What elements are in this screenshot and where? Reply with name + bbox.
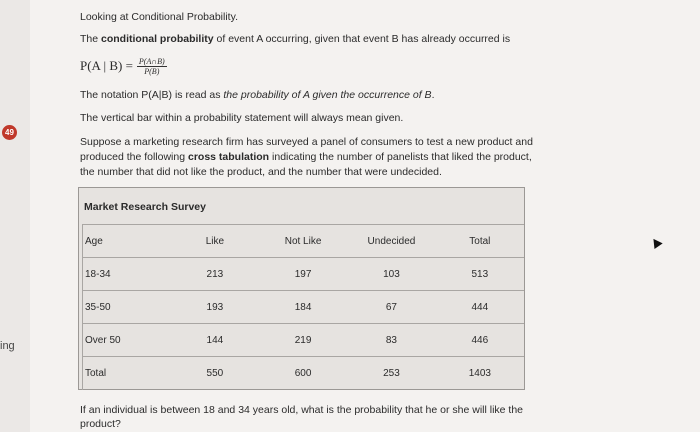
cell: 197 bbox=[259, 258, 347, 291]
cell: 67 bbox=[347, 291, 436, 324]
definition-text: The conditional probability of event A occurring, given that event B has already occurred is bbox=[80, 33, 511, 45]
question-number-badge[interactable]: 49 bbox=[2, 125, 17, 140]
table-row bbox=[83, 291, 525, 324]
sidebar-partial-label[interactable]: ing bbox=[0, 340, 15, 352]
cell: 446 bbox=[436, 324, 524, 357]
notation-text: The notation P(A|B) is read as the probability of A given the occurrence of B. bbox=[80, 89, 435, 101]
cell: 550 bbox=[171, 357, 259, 390]
table-total-row bbox=[83, 357, 525, 390]
header-total: Total bbox=[436, 225, 524, 258]
table-header-row bbox=[83, 225, 525, 258]
cell: 253 bbox=[347, 357, 436, 390]
cell: 1403 bbox=[436, 357, 524, 390]
table-row bbox=[83, 324, 525, 357]
header-age: Age bbox=[83, 225, 171, 258]
mouse-cursor-icon bbox=[649, 236, 662, 249]
cell: 219 bbox=[259, 324, 347, 357]
formula-denominator: P(B) bbox=[144, 66, 160, 76]
cell: 513 bbox=[436, 258, 524, 291]
formula-fraction bbox=[137, 57, 167, 76]
cell: 600 bbox=[259, 357, 347, 390]
row-label: Total bbox=[83, 357, 171, 390]
row-label: Over 50 bbox=[83, 324, 171, 357]
survey-table bbox=[82, 224, 524, 390]
header-undecided: Undecided bbox=[347, 225, 436, 258]
cell: 213 bbox=[171, 258, 259, 291]
left-sidebar bbox=[0, 0, 30, 432]
header-not-like: Not Like bbox=[259, 225, 347, 258]
table-row bbox=[83, 258, 525, 291]
cell: 184 bbox=[259, 291, 347, 324]
market-research-survey-box bbox=[78, 187, 525, 390]
header-like: Like bbox=[171, 225, 259, 258]
scenario-paragraph: Suppose a marketing research firm has surveyed a panel of consumers to test a new product and produced the following cross tabulation indicating the number of panelists that liked the product, the number that did not like the product, and the number that were undecided. bbox=[80, 136, 533, 178]
vertical-bar-note: The vertical bar within a probability statement will always mean given. bbox=[80, 112, 404, 124]
survey-title: Market Research Survey bbox=[84, 201, 206, 213]
cell: 83 bbox=[347, 324, 436, 357]
formula-numerator: P(A∩B) bbox=[138, 56, 165, 66]
question-text: If an individual is between 18 and 34 years old, what is the probability that he or she will like the product? bbox=[80, 404, 524, 430]
conditional-probability-formula bbox=[80, 52, 167, 80]
formula-lhs: P(A | B) = bbox=[80, 58, 133, 73]
cell: 103 bbox=[347, 258, 436, 291]
cell: 144 bbox=[171, 324, 259, 357]
row-label: 18-34 bbox=[83, 258, 171, 291]
row-label: 35-50 bbox=[83, 291, 171, 324]
heading: Looking at Conditional Probability. bbox=[80, 11, 238, 23]
cell: 444 bbox=[436, 291, 524, 324]
cell: 193 bbox=[171, 291, 259, 324]
